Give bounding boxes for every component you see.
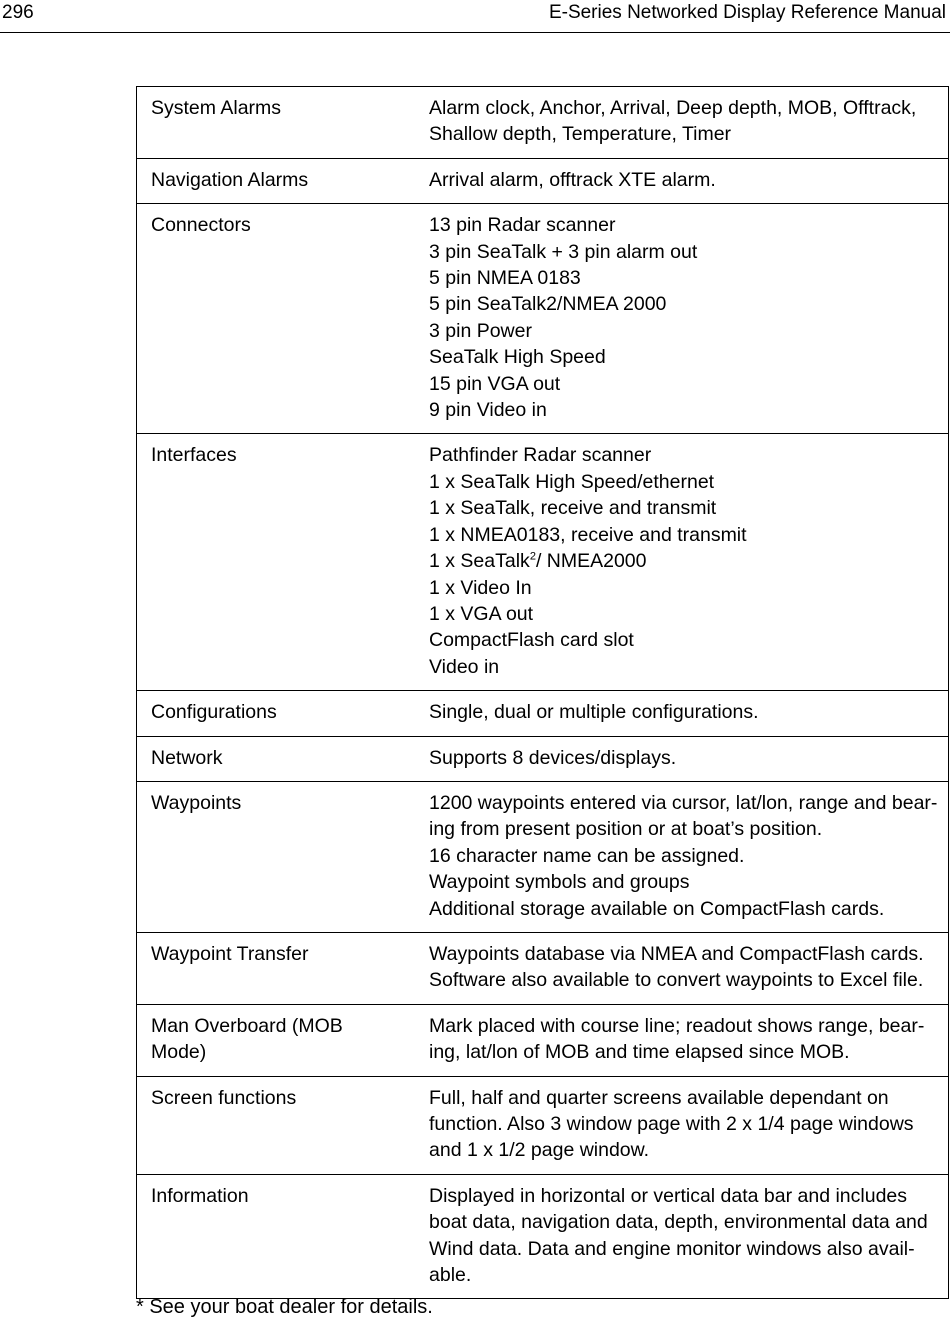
row-label: Navigation Alarms [137, 158, 416, 203]
row-value: Displayed in horizontal or vertical data bar and includes boat data, navigation data, depth, environmental data and Wind data. Data and engine monitor windows also avail- able. [415, 1174, 949, 1299]
row-value: 1200 waypoints entered via cursor, lat/lon, range and bear- ing from present position or at boat’s position. 16 character name can be assigned. Waypoint symbols and groups Additional storage available on CompactFlash cards. [415, 781, 949, 932]
row-value [415, 434, 949, 691]
table-row-man-overboard [137, 1004, 949, 1076]
row-value: Mark placed with course line; readout shows range, bear- ing, lat/lon of MOB and time elapsed since MOB. [415, 1004, 949, 1076]
table-row-screen-functions [137, 1076, 949, 1174]
value-text-before-superscript: Pathfinder Radar scanner 1 x SeaTalk High Speed/ethernet 1 x SeaTalk, receive and transmit 1 x NMEA0183, receive and transmit 1 x SeaTalk [429, 444, 747, 573]
page-number: 296 [2, 2, 34, 23]
row-value: Full, half and quarter screens available dependant on function. Also 3 window page with 2 x 1/4 page windows and 1 x 1/2 page window. [415, 1076, 949, 1174]
footnote: * See your boat dealer for details. [136, 1296, 433, 1318]
row-label: Waypoints [137, 781, 416, 932]
running-title: E-Series Networked Display Reference Manual [548, 2, 946, 23]
page-header [0, 0, 950, 33]
table-row-information [137, 1174, 949, 1299]
table-row-connectors [137, 204, 949, 434]
row-label: Connectors [137, 204, 416, 434]
table-row-navigation-alarms [137, 158, 949, 203]
row-value: Supports 8 devices/displays. [415, 736, 949, 781]
table-row-waypoint-transfer [137, 932, 949, 1004]
table-row-system-alarms [137, 87, 949, 159]
row-value: Waypoints database via NMEA and CompactFlash cards. Software also available to convert waypoints to Excel file. [415, 932, 949, 1004]
row-label: Waypoint Transfer [137, 932, 416, 1004]
row-label: Man Overboard (MOB Mode) [137, 1004, 416, 1076]
table-row-waypoints [137, 781, 949, 932]
table-row-configurations [137, 691, 949, 736]
row-label: Network [137, 736, 416, 781]
row-label: Configurations [137, 691, 416, 736]
row-label: Information [137, 1174, 416, 1299]
row-value: Alarm clock, Anchor, Arrival, Deep depth, MOB, Offtrack, Shallow depth, Temperature, Timer [429, 97, 917, 146]
row-label: Interfaces [137, 434, 416, 691]
row-value: Single, dual or multiple configurations. [415, 691, 949, 736]
row-value: 13 pin Radar scanner 3 pin SeaTalk + 3 pin alarm out 5 pin NMEA 0183 5 pin SeaTalk2/NMEA 2000 3 pin Power SeaTalk High Speed 15 pin VGA out 9 pin Video in [415, 204, 949, 434]
row-value: Arrival alarm, offtrack XTE alarm. [415, 158, 949, 203]
row-label: Screen functions [137, 1076, 416, 1174]
superscript: 2 [529, 550, 536, 563]
row-label: System Alarms [151, 97, 282, 119]
table-row-network [137, 736, 949, 781]
value-text-after-superscript: / NMEA2000 1 x Video In 1 x VGA out CompactFlash card slot Video in [429, 550, 647, 678]
table-row-interfaces [137, 434, 949, 691]
specification-table [136, 86, 949, 1299]
